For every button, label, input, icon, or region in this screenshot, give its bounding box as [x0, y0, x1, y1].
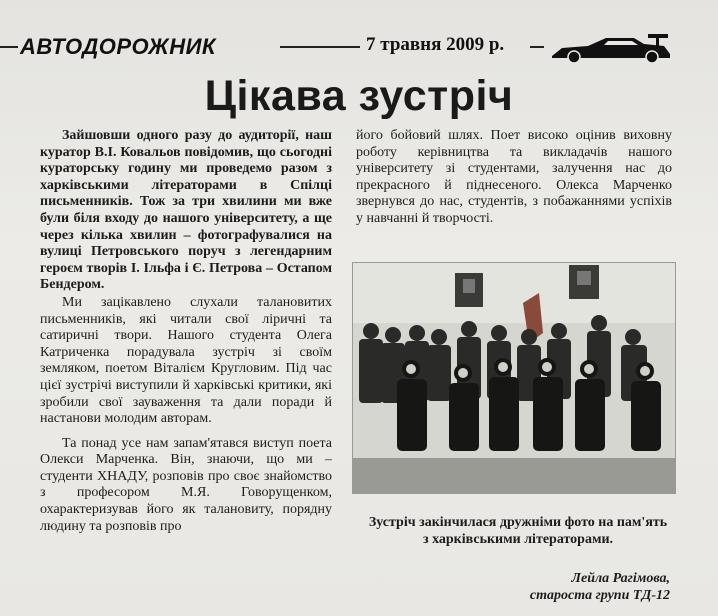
paragraph-3: Та понад усе нам запам'ятався виступ поета Олекси Марченка. Він, знаючи, що ми – студенти ХНАДУ, розповів про своє знайомство з професором М.Я. Говорущенком, охарактеризував його як талановиту, порядну людину та розповів про — [40, 435, 332, 534]
left-column — [40, 128, 332, 535]
author-role: староста групи ТД-12 — [529, 588, 670, 603]
photo-caption: Зустріч закінчилася дружніми фото на пам'ять з харківськими літераторами. — [368, 515, 668, 547]
header-rule-middle — [280, 46, 360, 48]
lead-paragraph: Зайшовши одного разу до аудиторії, наш куратор В.І. Ковальов повідомив, що сьогодні кураторську годину ми проведемо разом з харківськими літераторами в Спілці письменників. Тож за три хвилини ми вже були біля входу до нашого університету, а ще через кілька хвилин – фотографувалися на вулиці Петровського поруч з легендарним героєм творів І. Ільфа і Є. Петрова – Остапом Бендером. — [40, 128, 332, 293]
right-column — [356, 128, 672, 228]
article-title: Цікава зустріч — [204, 72, 514, 120]
masthead: АВТОДОРОЖНИК — [20, 34, 216, 59]
header-rule-right — [530, 46, 544, 48]
issue-date: 7 травня 2009 р. — [366, 34, 505, 55]
author-signature — [470, 570, 670, 604]
paragraph-2: Ми зацікавлено слухали талановитих письменників, які читали свої ліричні та сатиричні твори. Нашого студента Олега Катриченка порадувала зустріч зі своїм земляком, поетом Віталієм Кругловим. Під час цієї зустрічі виступили й харківські критики, які зробили свої зауваження та дали поради й настанови молодим авторам. — [40, 294, 332, 427]
page-header — [0, 26, 718, 66]
header-rule-left — [0, 46, 18, 48]
group-photo — [352, 262, 676, 494]
race-car-icon — [548, 30, 673, 64]
paragraph-4: його бойовий шлях. Поет високо оцінив виховну роботу керівництва та викладачів нашого університету зі студентами, залучення нас до прекрасного й піднесеного. Олекса Марченко звернувся до нас, студентів, з побажаннями успіхів у навчанні й творчості. — [356, 128, 672, 226]
author-name: Лейла Рагімова, — [571, 571, 670, 586]
